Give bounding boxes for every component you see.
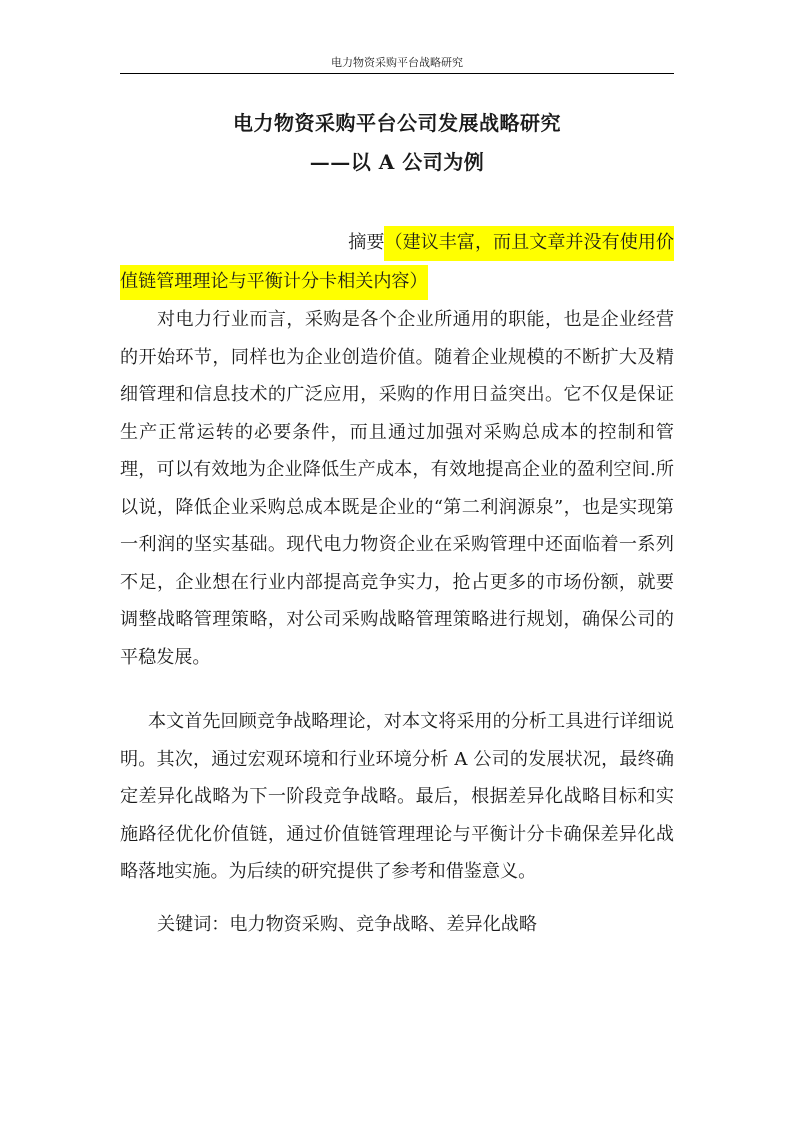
review-comment-highlight-continued: 值链管理理论与平衡计分卡相关内容） (120, 265, 428, 300)
keywords-line (157, 906, 537, 943)
abstract-first-line (120, 223, 674, 262)
abstract-second-line (120, 262, 674, 301)
running-header: 电力物资采购平台战略研究 (331, 56, 463, 69)
abstract-label: 摘要 (348, 232, 385, 253)
keywords-list: 电力物资采购、竞争战略、差异化战略 (229, 914, 537, 935)
document-subtitle: ——以 A 公司为例 (309, 150, 485, 174)
document-title: 电力物资采购平台公司发展战略研究 (233, 111, 561, 135)
abstract-paragraph-2: 本文首先回顾竞争战略理论，对本文将采用的分析工具进行详细说明。其次，通过宏观环境和行业环境分析 A 公司的发展状况，最终确定差异化战略为下一阶段竞争战略。最后，根据差异化战略目标和实施路径优化价值链，通过价值链管理理论与平衡计分卡确保差异化战略落地实施。为后续的研究提供了参考和借鉴意义。 (120, 711, 674, 882)
abstract-heading (120, 223, 674, 301)
header-divider (120, 73, 674, 74)
abstract-paragraph-1: 对电力行业而言，采购是各个企业所通用的职能，也是企业经营的开始环节，同样也为企业创造价值。随着企业规模的不断扩大及精细管理和信息技术的广泛应用，采购的作用日益突出。它不仅是保证生产正常运转的必要条件，而且通过加强对采购总成本的控制和管理，可以有效地为企业降低生产成本，有效地提高企业的盈利空间.所以说，降低企业采购总成本既是企业的“第二利润源泉”，也是实现第一利润的坚实基础。现代电力物资企业在采购管理中还面临着一系列不足，企业想在行业内部提高竞争实力，抢占更多的市场份额，就要调整战略管理策略，对公司采购战略管理策略进行规划，确保公司的平稳发展。 (120, 309, 674, 668)
keywords-label: 关键词： (157, 914, 230, 935)
review-comment-highlight: （建议丰富，而且文章并没有使用价 (384, 226, 674, 261)
